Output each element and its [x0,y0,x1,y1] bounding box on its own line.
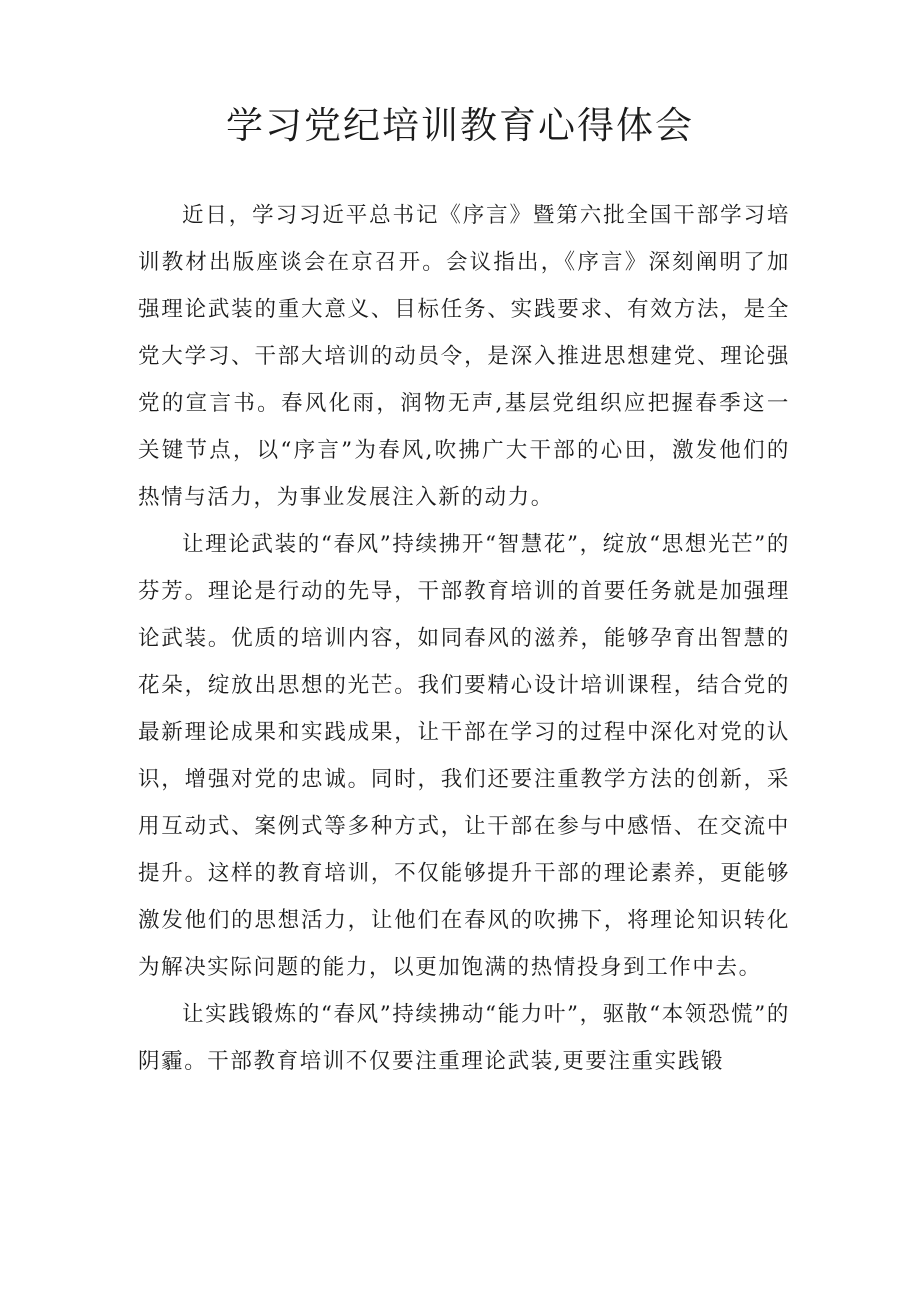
paragraph-2: 让理论武装的“春风”持续拂开“智慧花”，绽放“思想光芒”的芬芳。理论是行动的先导，干部教育培训的首要任务就是加强理论武装。优质的培训内容，如同春风的滋养，能够孕育出智慧的花朵，绽放出思想的光芒。我们要精心设计培训课程，结合党的最新理论成果和实践成果，让干部在学习的过程中深化对党的认识，增强对党的忠诚。同时，我们还要注重教学方法的创新，采用互动式、案例式等多种方式，让干部在参与中感悟、在交流中提升。这样的教育培训，不仅能够提升干部的理论素养，更能够激发他们的思想活力，让他们在春风的吹拂下，将理论知识转化为解决实际问题的能力，以更加饱满的热情投身到工作中去。 [138,532,790,980]
paragraph-1: 近日，学习习近平总书记《序言》暨第六批全国干部学习培训教材出版座谈会在京召开。会议指出，《序言》深刻阐明了加强理论武装的重大意义、目标任务、实践要求、有效方法，是全党大学习、干部大培训的动员令，是深入推进思想建党、理论强党的宣言书。春风化雨，润物无声,基层党组织应把握春季这一关键节点，以“序言”为春风,吹拂广大干部的心田，激发他们的热情与活力，为事业发展注入新的动力。 [138,203,790,510]
document-title: 学习党纪培训教育心得体会 [226,104,694,147]
document-body [138,192,790,1085]
paragraph-3: 让实践锻炼的“春风”持续拂动“能力叶”，驱散“本领恐慌”的阴霾。干部教育培训不仅要注重理论武装,更要注重实践锻 [138,1002,790,1074]
